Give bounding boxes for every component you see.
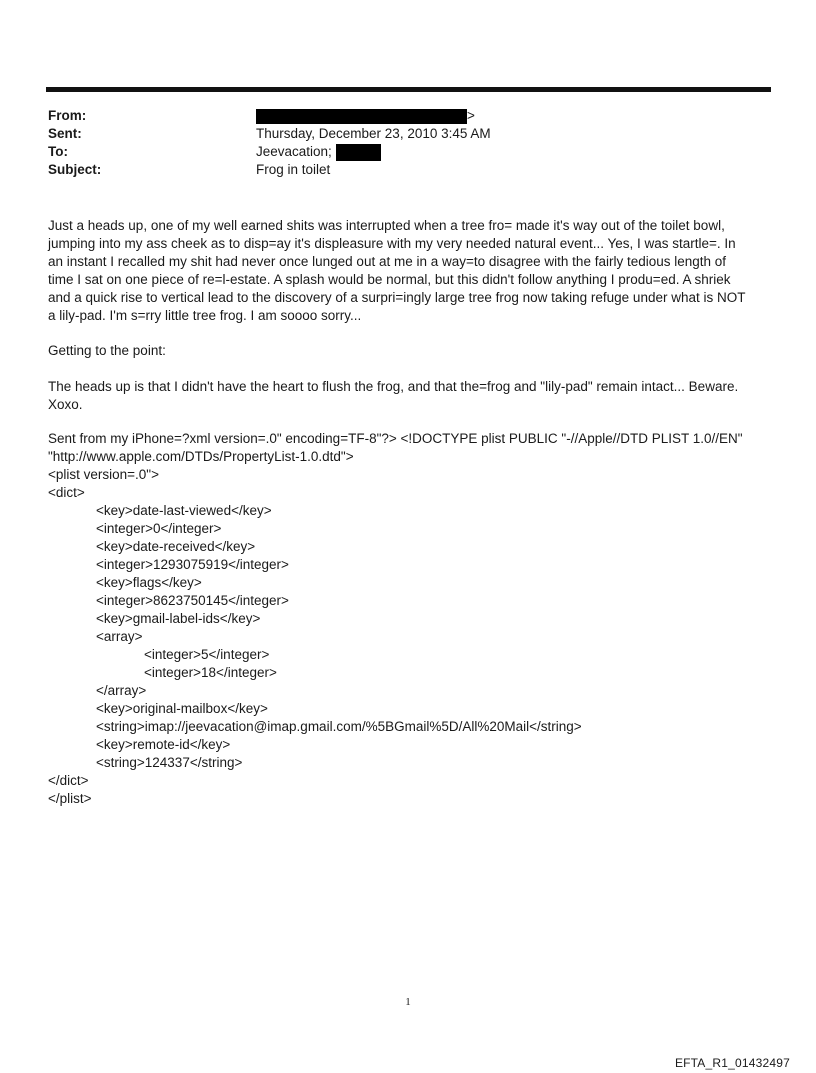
- plist-line: <key>gmail-label-ids</key>: [96, 611, 261, 626]
- plist-line: </plist>: [48, 791, 92, 806]
- sent-value: Thursday, December 23, 2010 3:45 AM: [256, 126, 491, 141]
- plist-line: <integer>5</integer>: [144, 647, 270, 662]
- plist-block: [48, 430, 768, 808]
- plist-line: <dict>: [48, 485, 85, 500]
- sent-label: Sent:: [48, 126, 82, 141]
- from-value: [256, 107, 475, 125]
- to-value: [256, 143, 381, 161]
- plist-line: </dict>: [48, 773, 89, 788]
- plist-line: <key>date-last-viewed</key>: [96, 503, 272, 518]
- message-paragraph-1: Just a heads up, one of my well earned shits was interrupted when a tree fro= made it's way out of the toilet bowl, jumping into my ass cheek as to disp=ay it's displeasure with my very needed natural event... Yes, I was startle=. In an instant I recalled my shit had never once lunged out at me in a way=to disagree with the fairly tedious length of time I sat on one piece of re=l-estate. A splash would be normal, but this didn't follow anything I produ=ed. A shriek and a quick rise to vertical lead to the discovery of a surpri=ingly large tree frog now taking refuge under what is NOT a lily-pad. I'm s=rry little tree frog. I am soooo sorry...: [48, 218, 746, 323]
- subject-value: Frog in toilet: [256, 162, 331, 177]
- page-number: 1: [405, 996, 411, 1008]
- plist-line: <key>flags</key>: [96, 575, 202, 590]
- plist-line: </array>: [96, 683, 147, 698]
- plist-line: <string>imap://jeevacation@imap.gmail.com/%5BGmail%5D/All%20Mail</string>: [96, 719, 582, 734]
- from-redaction: [256, 109, 467, 124]
- plist-line: <integer>0</integer>: [96, 521, 222, 536]
- to-redaction: [336, 144, 381, 161]
- plist-line: <string>124337</string>: [96, 755, 243, 770]
- plist-line: <key>remote-id</key>: [96, 737, 231, 752]
- plist-line: <plist version=.0">: [48, 467, 159, 482]
- header-divider: [46, 87, 771, 92]
- plist-line: "http://www.apple.com/DTDs/PropertyList-1.0.dtd">: [48, 449, 354, 464]
- document-id: EFTA_R1_01432497: [674, 1056, 790, 1070]
- plist-line: <integer>18</integer>: [144, 665, 277, 680]
- plist-line: Sent from my iPhone=?xml version=.0" encoding=TF-8"?> <!DOCTYPE plist PUBLIC "-//Apple//DTD PLIST 1.0//EN": [48, 431, 743, 446]
- to-label: To:: [48, 144, 68, 159]
- to-recipient: Jeevacation;: [256, 144, 332, 159]
- message-paragraph-3: The heads up is that I didn't have the heart to flush the frog, and that the=frog and "lily-pad" remain intact... Beware. Xoxo.: [48, 379, 739, 412]
- plist-line: <key>date-received</key>: [96, 539, 256, 554]
- subject-label: Subject:: [48, 162, 102, 177]
- plist-line: <array>: [96, 629, 143, 644]
- from-label: From:: [48, 108, 87, 123]
- plist-line: <integer>1293075919</integer>: [96, 557, 289, 572]
- message-paragraph-2: Getting to the point:: [48, 343, 166, 358]
- plist-line: <integer>8623750145</integer>: [96, 593, 289, 608]
- plist-line: <key>original-mailbox</key>: [96, 701, 268, 716]
- from-value-suffix: >: [467, 108, 475, 123]
